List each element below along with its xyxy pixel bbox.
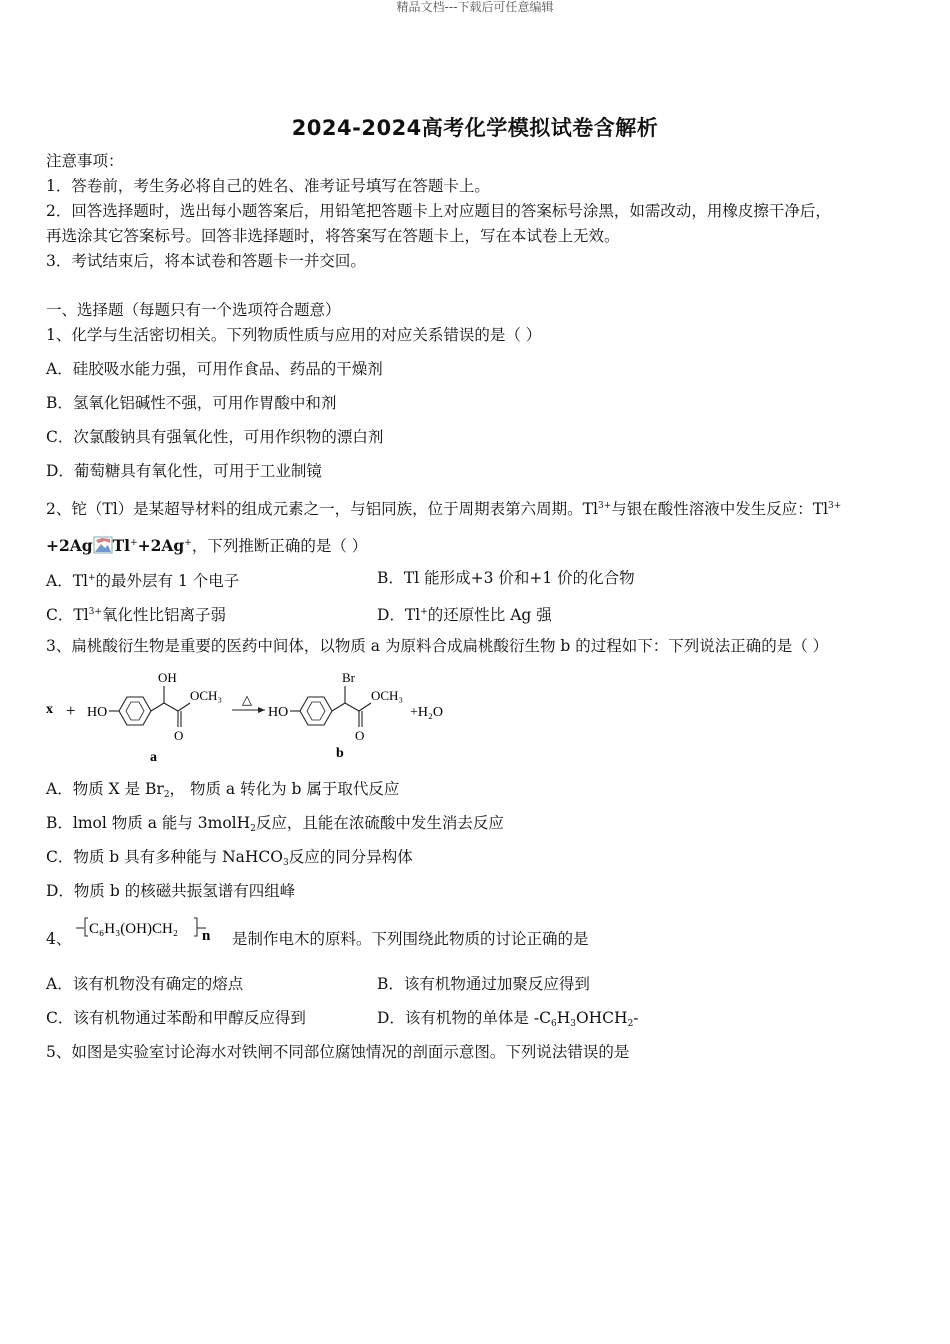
page-title: 2024-2024高考化学模拟试卷含解析 (291, 116, 659, 140)
scheme-x-label: x (46, 702, 53, 717)
q4-option-b: B．该有机物通过加聚反应得到 (377, 975, 590, 993)
q4-option-c: C．该有机物通过苯酚和甲醇反应得到 (46, 1009, 306, 1027)
scheme-oh: OH (158, 670, 177, 685)
q4-number: 4、 (46, 930, 72, 948)
polymer-n: n (202, 928, 211, 942)
q3-option-b: B．lmol 物质 a 能与 3molH$_2$反应，且能在浓硫酸中发生消去反应 (46, 814, 504, 834)
q2-option-a: A．Tl+的最外层有 1 个电子 (46, 572, 240, 590)
q2-stem: 2、铊（Tl）是某超导材料的组成元素之一，与铝同族，位于周期表第六周期。$Tl^{3+}$与银在酸性溶液中发生反应：$Tl^{3+}$ (46, 500, 842, 518)
q1-stem: 1、化学与生活密切相关。下列物质性质与应用的对应关系错误的是（ ） (46, 326, 542, 344)
broken-image-icon (93, 536, 113, 554)
q3-option-d: D．物质 b 的核磁共振氢谱有四组峰 (46, 882, 296, 900)
scheme-ho-b: HO (268, 705, 289, 720)
q2-option-c: C．$Tl^{3+}$氧化性比铝离子弱 (46, 606, 226, 624)
scheme-o-a: O (174, 728, 184, 743)
section-heading: 一、选择题（每题只有一个选项符合题意） (46, 301, 341, 319)
scheme-och3-a: OCH₃ (190, 688, 222, 703)
polymer-repeat-unit: C₆H₃(OH)CH₂ (89, 921, 179, 937)
q3-reaction-scheme (40, 664, 470, 769)
q2-option-d: D．Tl+的还原性比 Ag 强 (377, 606, 552, 624)
q2-option-b: B．Tl 能形成+3 价和+1 价的化合物 (377, 569, 635, 587)
q1-option-d: D．葡萄糖具有氧化性，可用于工业制镜 (46, 462, 322, 480)
q1-option-a: A．硅胶吸水能力强，可用作食品、药品的干燥剂 (46, 360, 383, 378)
notice-item-1: 1．答卷前，考生务必将自己的姓名、准考证号填写在答题卡上。 (46, 177, 490, 195)
q4-stem: 是制作电木的原料。下列围绕此物质的讨论正确的是 (232, 930, 589, 948)
q5-stem: 5、如图是实验室讨论海水对铁闸不同部位腐蚀情况的剖面示意图。下列说法错误的是 (46, 1043, 630, 1061)
scheme-h2o: +H₂O (410, 705, 443, 720)
q3-option-a: A．物质 X 是 $Br_2$， 物质 a 转化为 b 属于取代反应 (46, 780, 400, 800)
notice-item-3: 3．考试结束后，将本试卷和答题卡一并交回。 (46, 252, 366, 270)
q2-equation: +2Ag Tl++2Ag+，下列推断正确的是（ ） (46, 536, 368, 555)
q4-polymer-formula (74, 912, 226, 942)
benzene-ring-a (119, 697, 151, 725)
scheme-label-a: a (150, 750, 157, 765)
q3-stem: 3、扁桃酸衍生物是重要的医药中间体，以物质 a 为原料合成扁桃酸衍生物 b 的过程如下：下列说法正确的是（ ） (46, 637, 829, 655)
q4-option-a: A．该有机物没有确定的熔点 (46, 975, 244, 993)
scheme-label-b: b (336, 746, 344, 761)
notice-item-2-cont: 再选涂其它答案标号。回答非选择题时，将答案写在答题卡上，写在本试卷上无效。 (46, 227, 620, 245)
notice-item-2: 2．回答选择题时，选出每小题答案后，用铅笔把答题卡上对应题目的答案标号涂黑，如需改动，用橡皮擦干净后， (46, 202, 831, 220)
q1-option-c: C．次氯酸钠具有强氧化性，可用作织物的漂白剂 (46, 428, 384, 446)
scheme-delta: △ (242, 692, 252, 707)
header-note: 精品文档---下载后可任意编辑 (396, 0, 554, 14)
scheme-plus: + (66, 701, 76, 720)
benzene-ring-b (300, 697, 332, 725)
q4-option-d: D．该有机物的单体是 $-C_6H_3OHCH_2-$ (377, 1009, 639, 1029)
scheme-br: Br (342, 670, 355, 685)
scheme-ho-a: HO (87, 705, 108, 720)
q3-option-c: C．物质 b 具有多种能与 NaHCO$_3$反应的同分异构体 (46, 848, 413, 868)
scheme-och3-b: OCH₃ (371, 688, 403, 703)
scheme-o-b: O (355, 728, 365, 743)
q1-option-b: B．氢氧化铝碱性不强，可用作胃酸中和剂 (46, 394, 337, 412)
notice-heading: 注意事项： (46, 152, 124, 170)
